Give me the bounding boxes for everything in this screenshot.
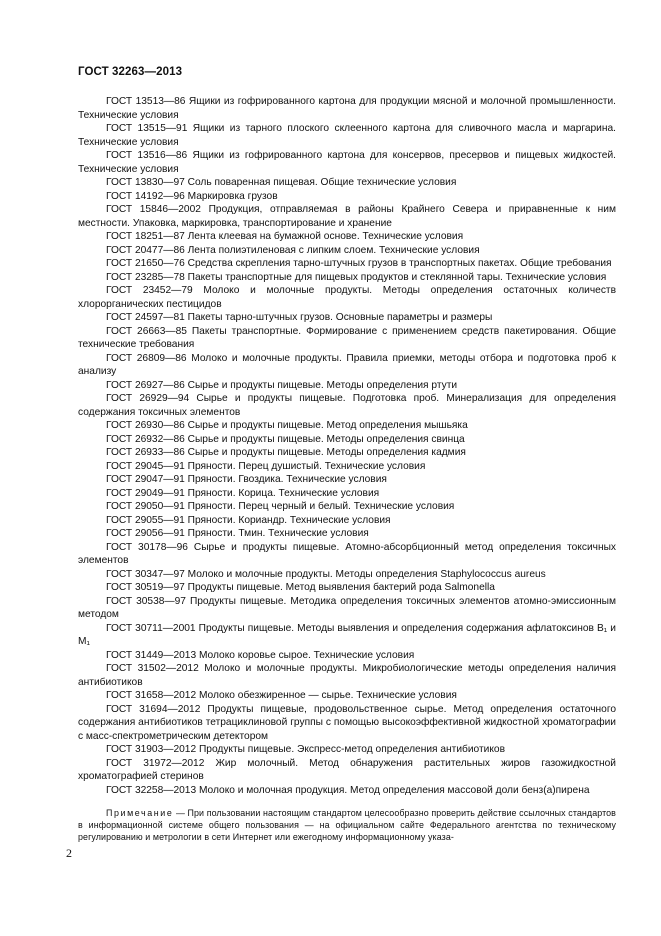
reference-item: ГОСТ 26663—85 Пакеты транспортные. Формирование с применением средств пакетирования. Общие технические требования <box>78 325 616 350</box>
reference-item: ГОСТ 32258—2013 Молоко и молочная продукция. Метод определения массовой доли бенз(а)пирена <box>106 784 590 796</box>
reference-item: ГОСТ 13830—97 Соль поваренная пищевая. Общие технические условия <box>106 177 457 188</box>
reference-item: ГОСТ 31694—2012 Продукты пищевые, продовольственное сырье. Метод определения остаточного содержания антибиотиков тетрациклиновой группы с помощью высокоэффективной жидкостной хроматографии с масс-спектрометрическим детектором <box>78 703 616 742</box>
reference-item: ГОСТ 26933—86 Сырье и продукты пищевые. Методы определения кадмия <box>106 447 466 458</box>
reference-item: ГОСТ 30711—2001 Продукты пищевые. Методы выявления и определения содержания афлатоксинов B₁ и M₁ <box>78 622 616 647</box>
reference-item: ГОСТ 29050—91 Пряности. Перец черный и белый. Технические условия <box>106 501 455 512</box>
note-label: Примечание <box>106 808 174 818</box>
reference-item: ГОСТ 31972—2012 Жир молочный. Метод обнаружения растительных жиров газожидкостной хроматографией стеринов <box>78 757 616 782</box>
note-text: — При пользовании настоящим стандартом целесообразно проверить действие ссылочных стандартов в информационной системе общего пользования — на официальном сайте Федерального агентства по техническому регулированию и метрологии в сети Интернет или ежегодному информационному указа- <box>78 808 616 842</box>
reference-item: ГОСТ 31502—2012 Молоко и молочные продукты. Микробиологические методы определения наличия антибиотиков <box>78 663 616 688</box>
reference-item: ГОСТ 31903—2012 Продукты пищевые. Экспресс-метод определения антибиотиков <box>106 744 505 755</box>
reference-item: ГОСТ 29049—91 Пряности. Корица. Технические условия <box>106 487 380 499</box>
reference-item: ГОСТ 30178—96 Сырье и продукты пищевые. Атомно-абсорбционный метод определения токсичных элементов <box>78 541 616 566</box>
reference-item: ГОСТ 29056—91 Пряности. Тмин. Технические условия <box>106 528 369 539</box>
page-number: 2 <box>66 846 72 860</box>
reference-item: ГОСТ 31658—2012 Молоко обезжиренное — сырье. Технические условия <box>106 690 457 701</box>
reference-item: ГОСТ 14192—96 Маркировка грузов <box>106 190 278 202</box>
reference-item: ГОСТ 30538—97 Продукты пищевые. Методика определения токсичных элементов атомно-эмиссионным методом <box>78 595 616 620</box>
reference-item: ГОСТ 29047—91 Пряности. Гвоздика. Технические условия <box>106 474 387 485</box>
reference-item: ГОСТ 31449—2013 Молоко коровье сырое. Технические условия <box>106 649 415 661</box>
reference-item: ГОСТ 26930—86 Сырье и продукты пищевые. Метод определения мышьяка <box>106 420 468 431</box>
reference-item: ГОСТ 26932—86 Сырье и продукты пищевые. Методы определения свинца <box>106 433 465 445</box>
reference-item: ГОСТ 26927—86 Сырье и продукты пищевые. Методы определения ртути <box>106 379 458 391</box>
reference-item: ГОСТ 18251—87 Лента клеевая на бумажной основе. Технические условия <box>106 231 464 242</box>
reference-item: ГОСТ 21650—76 Средства скрепления тарно-штучных грузов в транспортных пакетах. Общие требования <box>106 258 612 269</box>
reference-item: ГОСТ 26929—94 Сырье и продукты пищевые. Подготовка проб. Минерализация для определения содержания токсичных элементов <box>78 393 616 418</box>
reference-item: ГОСТ 13513—86 Ящики из гофрированного картона для продукции мясной и молочной промышленности. Технические условия <box>78 96 616 121</box>
reference-item: ГОСТ 29055—91 Пряности. Кориандр. Технические условия <box>106 514 391 526</box>
reference-item: ГОСТ 30519—97 Продукты пищевые. Метод выявления бактерий рода Salmonella <box>106 582 495 593</box>
reference-item: ГОСТ 23452—79 Молоко и молочные продукты. Методы определения остаточных количеств хлорорганических пестицидов <box>78 285 616 310</box>
normative-references <box>78 95 616 843</box>
page-header: ГОСТ 32263—2013 <box>78 66 183 78</box>
note-paragraph <box>78 807 616 843</box>
reference-item: ГОСТ 15846—2002 Продукция, отправляемая в районы Крайнего Севера и приравненные к ним местности. Упаковка, маркировка, транспортирование и хранение <box>78 204 616 229</box>
reference-item: ГОСТ 23285—78 Пакеты транспортные для пищевых продуктов и стеклянной тары. Технические условия <box>106 271 607 283</box>
reference-item: ГОСТ 24597—81 Пакеты тарно-штучных грузов. Основные параметры и размеры <box>106 312 493 323</box>
reference-item: ГОСТ 30347—97 Молоко и молочные продукты. Методы определения Staphylococcus aureus <box>106 568 546 580</box>
reference-item: ГОСТ 29045—91 Пряности. Перец душистый. Технические условия <box>106 460 426 472</box>
reference-item: ГОСТ 13515—91 Ящики из тарного плоского склеенного картона для сливочного масла и маргарина. Технические условия <box>78 123 616 148</box>
reference-item: ГОСТ 20477—86 Лента полиэтиленовая с липким слоем. Технические условия <box>106 244 480 256</box>
reference-item: ГОСТ 13516—86 Ящики из гофрированного картона для консервов, пресервов и пищевых жидкостей. Технические условия <box>78 150 616 175</box>
reference-item: ГОСТ 26809—86 Молоко и молочные продукты. Правила приемки, методы отбора и подготовка проб к анализу <box>78 352 616 377</box>
reference-list <box>78 95 616 797</box>
